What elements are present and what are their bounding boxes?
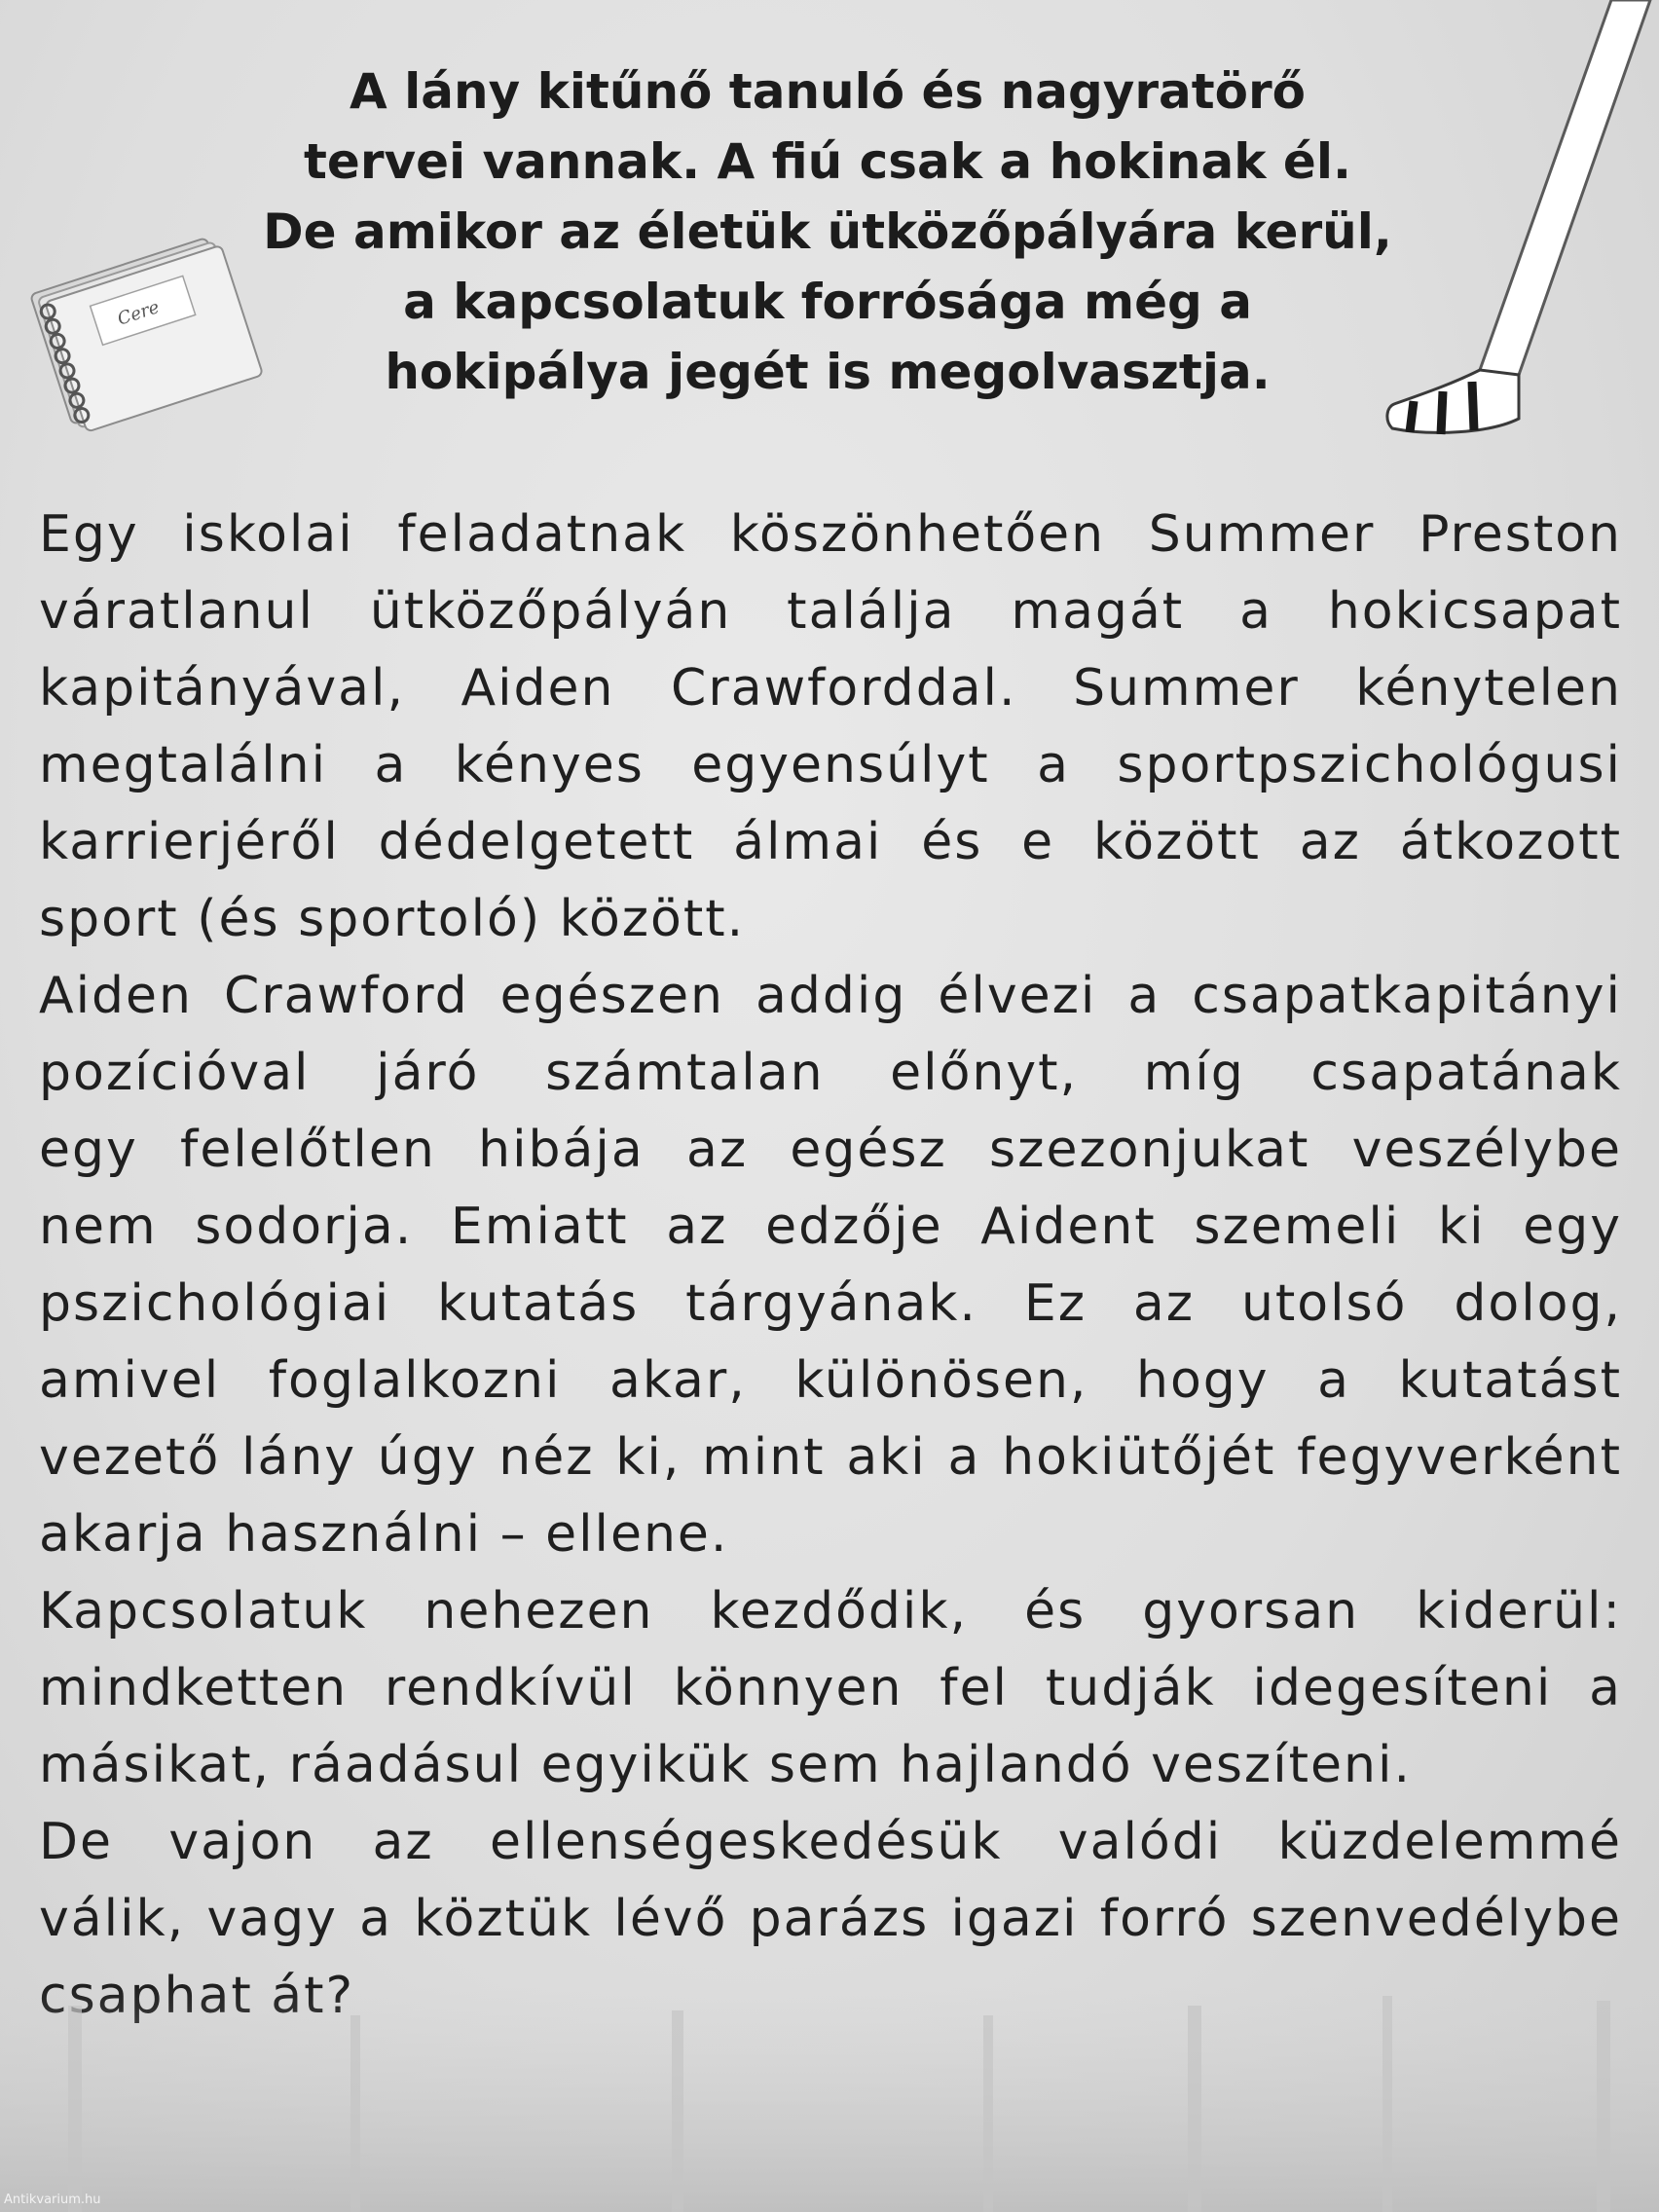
tagline-line: De amikor az életük ütközőpályára kerül, [263, 203, 1392, 260]
tagline-line: tervei vannak. A fiú csak a hokinak él. [304, 133, 1351, 190]
blurb-line: Egy iskolai feladatnak köszönhetően Summer Preston [39, 505, 1622, 564]
blurb-line: karrierjéről dédelgetett álmai és e között az átkozott [39, 813, 1622, 871]
blurb-line: nem sodorja. Emiatt az edzője Aident szemeli ki egy [39, 1198, 1622, 1256]
tagline-line: A lány kitűnő tanuló és nagyratörő [349, 63, 1306, 120]
watermark: Antikvarium.hu [4, 2193, 101, 2207]
blurb-line: akarja használni – ellene. [39, 1505, 729, 1564]
tagline [224, 56, 1431, 407]
blurb-line: pszichológiai kutatás tárgyának. Ez az utolsó dolog, [39, 1274, 1622, 1333]
blurb-line: Aiden Crawford egészen addig élvezi a csapatkapitányi [39, 967, 1622, 1025]
tagline-line: a kapcsolatuk forrósága még a [403, 274, 1252, 330]
blurb-line: másikat, ráadásul egyikük sem hajlandó veszíteni. [39, 1736, 1412, 1794]
blurb-line: Kapcsolatuk nehezen kezdődik, és gyorsan kiderül: [39, 1582, 1622, 1641]
notebook-label: Cere [115, 297, 163, 330]
rink-fence-decoration [0, 1986, 1659, 2212]
blurb-text [39, 497, 1622, 2035]
blurb-line: kapitányával, Aiden Crawforddal. Summer kénytelen [39, 659, 1622, 718]
tagline-line: hokipálya jegét is megolvasztja. [385, 344, 1271, 400]
blurb-line: amivel foglalkozni akar, különösen, hogy a kutatást [39, 1351, 1622, 1410]
blurb-line: megtalálni a kényes egyensúlyt a sportpszichológusi [39, 736, 1622, 794]
blurb-line: mindketten rendkívül könnyen fel tudják idegesíteni a [39, 1659, 1622, 1717]
blurb-line: pozícióval járó számtalan előnyt, míg csapatának [39, 1044, 1622, 1102]
blurb-line: váratlanul ütközőpályán találja magát a hokicsapat [39, 582, 1622, 641]
blurb-line: válik, vagy a köztük lévő parázs igazi forró szenvedélybe [39, 1890, 1622, 1948]
blurb-line: De vajon az ellenségeskedésük valódi küzdelemmé [39, 1813, 1622, 1871]
blurb-line: vezető lány úgy néz ki, mint aki a hokiütőjét fegyverként [39, 1428, 1622, 1487]
blurb-line: egy felelőtlen hibája az egész szezonjukat veszélybe [39, 1121, 1622, 1179]
blurb-line: sport (és sportoló) között. [39, 890, 746, 948]
